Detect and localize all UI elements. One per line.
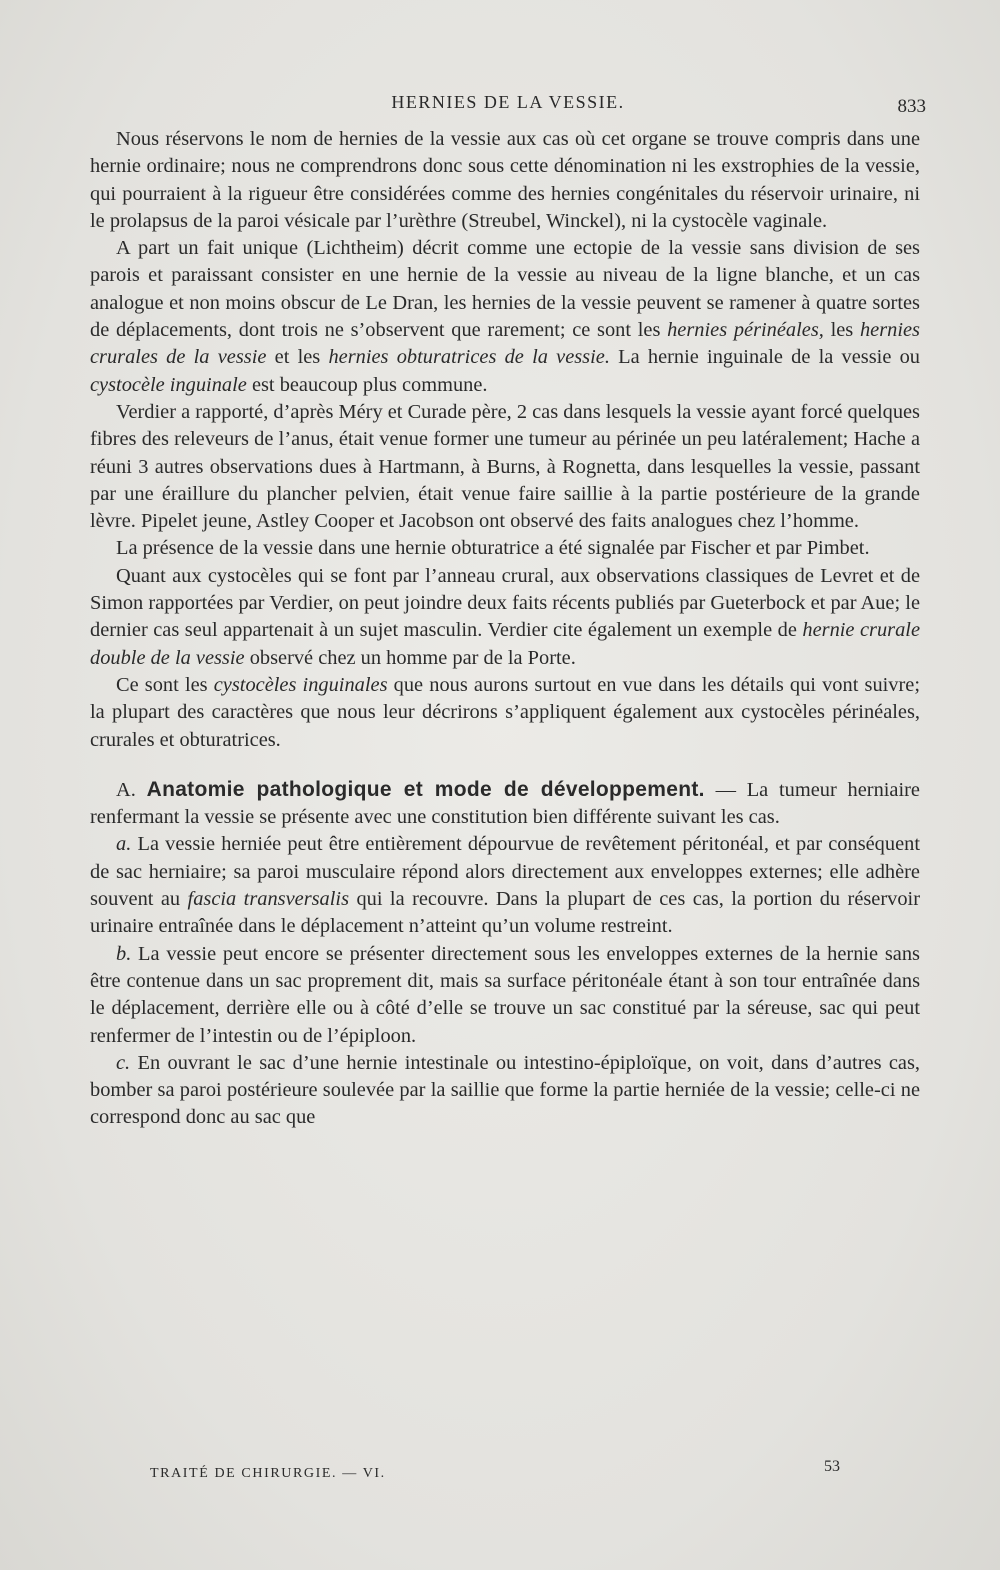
paragraph-inguinal [90,672,920,754]
section-heading: Anatomie pathologique et mode de développement. [146,777,705,801]
italic-term: hernies obturatrices de la vessie. [328,346,610,369]
paragraph-text: En ouvrant le sac d’une hernie intestinale ou intestino-épiploïque, on voit, dans d’autres cas, bomber sa paroi postérieure soulevée par la saillie que forme la partie herniée de la vessie; celle-ci ne correspond donc au sac que [90,1051,920,1129]
italic-term: cystocèles inguinales [213,673,388,696]
paragraph-types [90,235,920,399]
paragraph-text: La vessie peut encore se présenter directement sous les enveloppes externes de la hernie sans être contenue dans un sac proprement dit, mais sa surface péritonéale étant à son tour entraînée dans le déplacement, derrière elle ou à côté d’elle se trouve un sac constitué par la séreuse, sac qui peut renfermer de l’intestin ou de l’épiploon. [90,942,920,1047]
section-a-paragraph [90,776,920,832]
paragraph-text: La présence de la vessie dans une hernie obturatrice a été signalée par Fischer et par Pimbet. [116,537,870,560]
page-number: 833 [897,96,926,117]
italic-term: hernies crurales de la vessie [90,319,920,369]
signature-mark: 53 [824,1458,840,1475]
paragraph-text: et les [266,346,329,369]
italic-term: fascia transversalis [187,888,350,911]
paragraph-text: Quant aux cystocèles qui se font par l’anneau crural, aux observations classiques de Levret et de Simon rapportées par Verdier, on peut joindre deux faits récents publiés par Gueterbock et par Aue; le dernier cas seul appartenait à un sujet masculin. Verdier cite également un exemple de [90,564,920,642]
item-label: a. [116,833,132,856]
paragraph-text: A part un fait unique (Lichtheim) décrit comme une ectopie de la vessie sans division de ses parois et paraissant consister en une hernie de la vessie au niveau de la ligne blanche, et un cas analogue et non moins obscur de Le Dran, les hernies de la vessie peuvent se ramener à quatre sortes de déplacements, dont trois ne s’observent que rarement; ce sont les [90,237,920,342]
paragraph-text: La hernie inguinale de la vessie ou [609,346,920,369]
item-c [90,1050,920,1132]
paragraph-text: — La tumeur herniaire renfermant la vessie se présente avec une constitution bien différente suivant les cas. [90,778,920,829]
running-head [90,92,926,118]
item-a [90,831,920,940]
paragraph-crural [90,563,920,672]
italic-term: cystocèle inguinale [90,373,247,396]
paragraph-text: que nous aurons surtout en vue dans les détails qui vont suivre; la plupart des caractères que nous leur décrirons s’appliquent également aux cystocèles périnéales, crurales et obturatrices. [90,673,921,751]
italic-term: hernies périnéales, [667,319,824,342]
running-title: HERNIES DE LA VESSIE. [391,92,625,112]
page-footer [150,1458,840,1488]
paragraph-text: La vessie herniée peut être entièrement dépourvue de revêtement péritonéal, et par conséquent de sac herniaire; sa paroi musculaire répond alors directement aux enveloppes externes; elle adhère souvent au [90,833,920,911]
paragraph-obturator [90,535,920,562]
section-gap [90,754,920,776]
section-label: A. [116,778,136,801]
item-label: c. [116,1051,131,1074]
item-label: b. [116,942,132,965]
paragraph-text: Verdier a rapporté, d’après Méry et Curade père, 2 cas dans lesquels la vessie ayant forcé quelques fibres des releveurs de l’anus, était venue former une tumeur au périnée un peu latéralement; Hache a réuni 3 autres observations dues à Hartmann, à Burns, à Rognetta, dans lesquelles la vessie, passant par une éraillure du plancher pelvien, était venue faire saillie à la partie postérieure de la grande lèvre. Pipelet jeune, Astley Cooper et Jacobson ont observé des faits analogues chez l’homme. [90,400,920,533]
paragraph-text: Nous réservons le nom de hernies de la vessie aux cas où cet organe se trouve compris dans une hernie ordinaire; nous ne comprendrons donc sous cette dénomination ni les exstrophies de la vessie, qui pourraient à la rigueur être considérées comme des hernies congénitales du réservoir urinaire, ni le prolapsus de la paroi vésicale par l’urèthre (Streubel, Winckel), ni la cystocèle vaginale. [90,128,920,232]
paragraph-perineal [90,399,920,535]
paragraph-intro [90,126,920,235]
footer-title: TRAITÉ DE CHIRURGIE. — VI. [150,1466,386,1481]
paragraph-text: Ce sont les [116,673,214,696]
paragraph-text: les [823,319,860,342]
paragraph-text: qui la recouvre. Dans la plupart de ces cas, la portion du réservoir urinaire entraînée dans le déplacement n’atteint qu’un volume restreint. [90,888,920,938]
body-text [90,126,920,1132]
item-b [90,941,920,1050]
paragraph-text: observé chez un homme par de la Porte. [244,646,576,669]
paragraph-text: est beaucoup plus commune. [246,373,488,396]
italic-term: hernie crurale double de la vessie [90,619,921,669]
